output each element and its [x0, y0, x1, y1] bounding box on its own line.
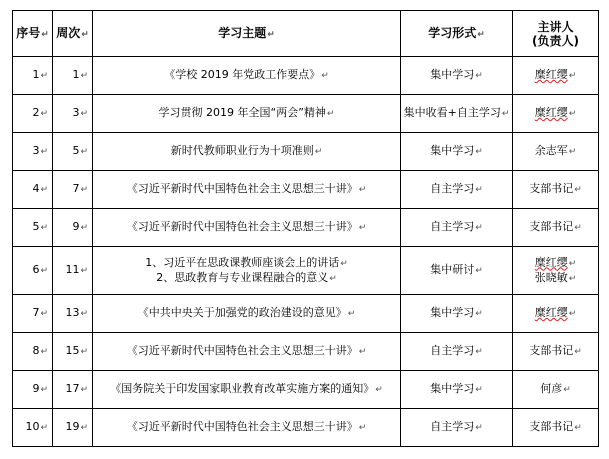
topic-line: 2、思政教育与专业课程融合的意义↵ [156, 270, 337, 284]
form-cell: 集中研讨↵ [401, 247, 513, 295]
paragraph-mark-icon: ↵ [574, 347, 582, 357]
paragraph-mark-icon: ↵ [475, 185, 483, 195]
seq-cell: 5↵ [13, 209, 53, 247]
topic-line: 《学校 2019 年党政工作要点》↵ [164, 68, 329, 81]
speaker-name: 支部书记↵ [529, 344, 582, 357]
topic-cell [93, 333, 401, 371]
paragraph-mark-icon: ↵ [574, 185, 582, 195]
paragraph-mark-icon: ↵ [80, 109, 88, 119]
topic-cell [93, 57, 401, 95]
seq-cell: 10↵ [13, 409, 53, 447]
form-cell: 自主学习↵ [401, 409, 513, 447]
week-cell: 1↵ [53, 57, 93, 95]
paragraph-mark-icon: ↵ [568, 273, 577, 284]
paragraph-mark-icon: ↵ [80, 185, 88, 195]
week-cell: 9↵ [53, 209, 93, 247]
form-cell: 集中学习↵ [401, 133, 513, 171]
form-cell: 集中学习↵ [401, 371, 513, 409]
paragraph-mark-icon: ↵ [80, 347, 88, 357]
week-cell: 7↵ [53, 171, 93, 209]
speaker-cell [513, 57, 599, 95]
topic-cell [93, 95, 401, 133]
topic-line: 《习近平新时代中国特色社会主义思想三十讲》↵ [126, 182, 367, 195]
topic-cell [93, 371, 401, 409]
topic-line: 《习近平新时代中国特色社会主义思想三十讲》↵ [126, 220, 367, 233]
header-topic: 学习主题↵ [93, 11, 401, 57]
paragraph-mark-icon: ↵ [40, 185, 48, 195]
paragraph-mark-icon: ↵ [329, 273, 337, 284]
table-row [13, 171, 599, 209]
paragraph-mark-icon: ↵ [40, 147, 48, 157]
topic-line: 《习近平新时代中国特色社会主义思想三十讲》↵ [126, 344, 367, 357]
paragraph-mark-icon: ↵ [568, 258, 577, 269]
paragraph-mark-icon: ↵ [80, 423, 88, 433]
paragraph-mark-icon: ↵ [574, 223, 582, 233]
speaker-name: 糜红缨↵ [534, 255, 577, 269]
paragraph-mark-icon: ↵ [563, 385, 571, 395]
table-row [13, 247, 599, 295]
paragraph-mark-icon: ↵ [40, 309, 48, 319]
form-cell: 自主学习↵ [401, 209, 513, 247]
topic-cell [93, 209, 401, 247]
topic-line: 《国务院关于印发国家职业教育改革实施方案的通知》↵ [110, 382, 383, 395]
paragraph-mark-icon: ↵ [475, 71, 483, 81]
paragraph-mark-icon: ↵ [475, 309, 483, 319]
paragraph-mark-icon: ↵ [347, 309, 356, 319]
paragraph-mark-icon: ↵ [40, 423, 48, 433]
speaker-cell [513, 409, 599, 447]
speaker-name: 糜红缨↵ [534, 68, 577, 81]
paragraph-mark-icon: ↵ [375, 385, 383, 395]
header-row [13, 11, 599, 57]
speaker-name: 张晓敏↵ [534, 270, 577, 284]
paragraph-mark-icon: ↵ [568, 109, 577, 119]
week-cell: 11↵ [53, 247, 93, 295]
speaker-name: 支部书记↵ [529, 420, 582, 433]
topic-line: 学习贯彻 2019 年全国“两会”精神↵ [158, 106, 335, 119]
paragraph-mark-icon: ↵ [475, 423, 483, 433]
paragraph-mark-icon: ↵ [80, 71, 88, 81]
paragraph-mark-icon: ↵ [314, 147, 323, 157]
topic-cell [93, 409, 401, 447]
paragraph-mark-icon: ↵ [340, 258, 348, 269]
paragraph-mark-icon: ↵ [321, 71, 329, 81]
week-cell: 15↵ [53, 333, 93, 371]
paragraph-mark-icon: ↵ [80, 223, 88, 233]
paragraph-mark-icon: ↵ [40, 71, 48, 81]
header-week: 周次↵ [53, 11, 93, 57]
form-cell: 自主学习↵ [401, 171, 513, 209]
header-speaker: 主讲人 (负责人) [513, 11, 599, 57]
table-row [13, 133, 599, 171]
topic-cell [93, 295, 401, 333]
topic-line: 《中共中央关于加强党的政治建设的意见》↵ [137, 306, 356, 319]
seq-cell: 3↵ [13, 133, 53, 171]
seq-cell: 4↵ [13, 171, 53, 209]
paragraph-mark-icon: ↵ [40, 266, 48, 276]
table-row [13, 409, 599, 447]
table-row [13, 333, 599, 371]
paragraph-mark-icon: ↵ [326, 109, 335, 119]
paragraph-mark-icon: ↵ [80, 266, 88, 276]
seq-cell: 7↵ [13, 295, 53, 333]
paragraph-mark-icon: ↵ [568, 71, 577, 81]
speaker-cell [513, 133, 599, 171]
paragraph-mark-icon: ↵ [574, 423, 582, 433]
form-cell: 集中学习↵ [401, 295, 513, 333]
table-row [13, 295, 599, 333]
paragraph-mark-icon: ↵ [80, 385, 88, 395]
paragraph-mark-icon: ↵ [80, 309, 88, 319]
speaker-cell [513, 209, 599, 247]
week-cell: 3↵ [53, 95, 93, 133]
topic-line: 《习近平新时代中国特色社会主义思想三十讲》↵ [126, 420, 367, 433]
table-row [13, 95, 599, 133]
table-row [13, 57, 599, 95]
table-row [13, 371, 599, 409]
week-cell: 19↵ [53, 409, 93, 447]
paragraph-mark-icon: ↵ [358, 423, 367, 433]
speaker-cell [513, 371, 599, 409]
topic-cell [93, 247, 401, 295]
paragraph-mark-icon: ↵ [501, 109, 510, 119]
paragraph-mark-icon: ↵ [40, 347, 48, 357]
header-form: 学习形式↵ [401, 11, 513, 57]
form-cell: 集中学习↵ [401, 57, 513, 95]
topic-cell [93, 171, 401, 209]
paragraph-mark-icon: ↵ [475, 385, 483, 395]
seq-cell: 2↵ [13, 95, 53, 133]
header-seq: 序号↵ [13, 11, 53, 57]
paragraph-mark-icon: ↵ [568, 147, 577, 157]
speaker-cell [513, 295, 599, 333]
study-plan-table [12, 10, 599, 447]
week-cell: 13↵ [53, 295, 93, 333]
paragraph-mark-icon: ↵ [40, 109, 48, 119]
speaker-cell [513, 247, 599, 295]
speaker-name: 糜红缨↵ [534, 106, 577, 119]
seq-cell: 6↵ [13, 247, 53, 295]
paragraph-mark-icon: ↵ [475, 347, 483, 357]
paragraph-mark-icon: ↵ [568, 309, 577, 319]
form-cell: 自主学习↵ [401, 333, 513, 371]
paragraph-mark-icon: ↵ [475, 266, 483, 276]
speaker-cell [513, 95, 599, 133]
speaker-cell [513, 171, 599, 209]
form-cell: 集中收看+自主学习↵ [401, 95, 513, 133]
week-cell: 17↵ [53, 371, 93, 409]
week-cell: 5↵ [53, 133, 93, 171]
paragraph-mark-icon: ↵ [358, 223, 367, 233]
speaker-name: 余志军↵ [534, 144, 577, 157]
speaker-name: 糜红缨↵ [534, 306, 577, 319]
paragraph-mark-icon: ↵ [358, 185, 367, 195]
paragraph-mark-icon: ↵ [80, 147, 88, 157]
speaker-cell [513, 333, 599, 371]
table-row [13, 209, 599, 247]
speaker-name: 支部书记↵ [529, 182, 582, 195]
paragraph-mark-icon: ↵ [40, 385, 48, 395]
topic-line: 新时代教师职业行为十项准则↵ [170, 144, 323, 157]
paragraph-mark-icon: ↵ [475, 223, 483, 233]
seq-cell: 9↵ [13, 371, 53, 409]
paragraph-mark-icon: ↵ [475, 147, 483, 157]
paragraph-mark-icon: ↵ [358, 347, 367, 357]
speaker-name: 支部书记↵ [529, 220, 582, 233]
topic-cell [93, 133, 401, 171]
topic-line: 1、习近平在思政课教师座谈会上的讲话↵ [145, 255, 348, 269]
seq-cell: 8↵ [13, 333, 53, 371]
speaker-name: 何彦↵ [540, 382, 571, 395]
seq-cell: 1↵ [13, 57, 53, 95]
paragraph-mark-icon: ↵ [40, 223, 48, 233]
